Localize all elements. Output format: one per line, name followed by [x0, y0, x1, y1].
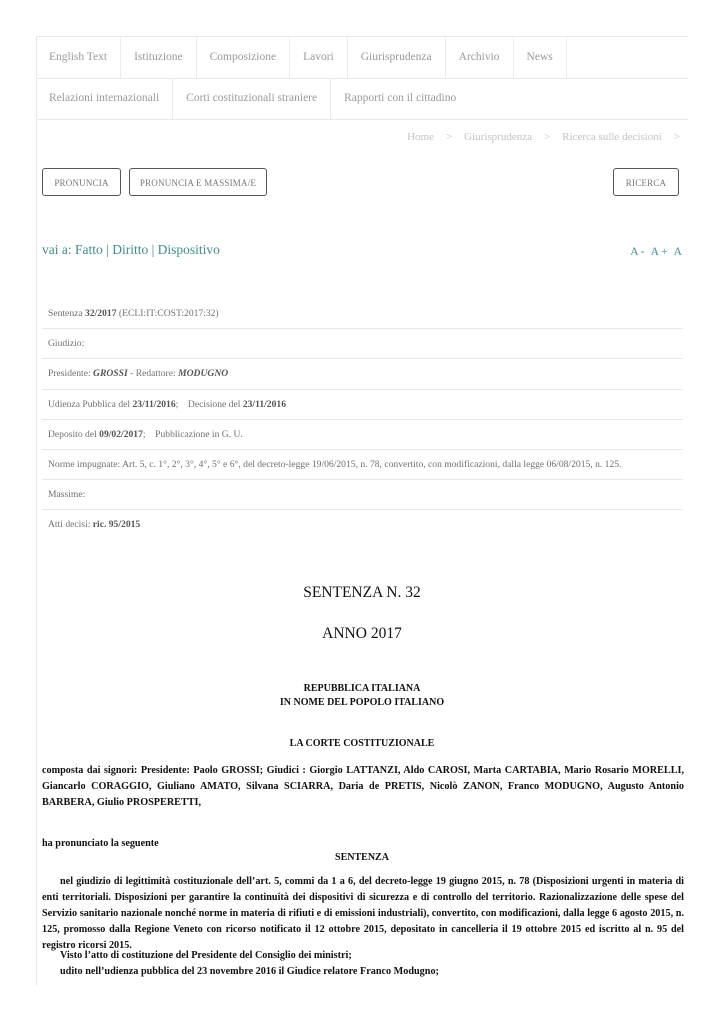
breadcrumb-ricerca[interactable]: Ricerca sulle decisioni: [562, 131, 662, 143]
decision-metadata: [42, 299, 683, 540]
pronunciato-line: ha pronunciato la seguente: [42, 838, 159, 849]
jump-dispositivo-link[interactable]: Dispositivo: [157, 242, 220, 257]
jump-to-links: [42, 242, 220, 258]
page-frame: [36, 36, 37, 986]
nav-english-text[interactable]: English Text: [36, 37, 121, 78]
meta-udienza-label: Udienza Pubblica del: [48, 398, 131, 410]
meta-decisione-value: 23/11/2016: [242, 398, 286, 410]
breadcrumb-home[interactable]: Home: [407, 131, 434, 143]
nav-lavori[interactable]: Lavori: [290, 37, 348, 78]
meta-norme-row: [42, 450, 683, 480]
corte-heading: LA CORTE COSTITUZIONALE: [289, 738, 435, 749]
meta-ecli: (ECLI:IT:COST:2017:32): [118, 308, 219, 319]
sentenza-heading: SENTENZA: [335, 852, 389, 863]
pronuncia-button[interactable]: PRONUNCIA: [42, 168, 121, 196]
meta-massime-label: Massime:: [48, 489, 86, 501]
nav-relazioni-internazionali[interactable]: Relazioni internazionali: [36, 78, 173, 119]
jump-fatto-link[interactable]: Fatto: [75, 242, 103, 257]
repubblica-heading: REPUBBLICA ITALIANA: [303, 683, 421, 694]
meta-udienza-value: 23/11/2016: [132, 398, 176, 410]
nav-giurisprudenza[interactable]: Giurisprudenza: [348, 37, 446, 78]
nav-istituzione[interactable]: Istituzione: [121, 37, 197, 78]
meta-giudizio-label: Giudizio:: [48, 338, 85, 350]
meta-massime-row: [42, 480, 683, 510]
nav-composizione[interactable]: Composizione: [197, 37, 290, 78]
meta-atti-label: Atti decisi:: [48, 519, 91, 531]
meta-sentenza-label: Sentenza: [48, 308, 83, 319]
breadcrumb-separator: >: [445, 131, 453, 143]
meta-deposito-value: 09/02/2017: [99, 428, 143, 440]
meta-decisione-label: Decisione del: [187, 398, 241, 410]
meta-redattore-label: - Redattore:: [127, 368, 176, 380]
font-size-controls[interactable]: A- A+ A: [630, 246, 684, 258]
meta-sentenza-value: 32/2017: [85, 308, 117, 319]
breadcrumb: [407, 131, 680, 143]
secondary-nav: [36, 78, 688, 120]
meta-pubblicazione-label: Pubblicazione in G. U.: [155, 428, 243, 440]
main-nav: [36, 36, 688, 79]
breadcrumb-separator: >: [673, 131, 680, 143]
sentenza-number-heading: SENTENZA N. 32: [303, 584, 421, 601]
jump-separator: |: [106, 242, 109, 257]
visto-line: Visto l’atto di costituzione del Presidente del Consiglio dei ministri;: [60, 950, 352, 961]
breadcrumb-giurisprudenza[interactable]: Giurisprudenza: [464, 131, 532, 143]
udito-line: udito nell’udienza pubblica del 23 novembre 2016 il Giudice relatore Franco Modugno;: [60, 966, 439, 977]
meta-sentenza-row: [42, 299, 683, 329]
ricerca-button[interactable]: RICERCA: [613, 168, 679, 196]
meta-presidente-row: [42, 359, 683, 389]
nav-corti-costituzionali-straniere[interactable]: Corti costituzionali straniere: [173, 78, 331, 119]
meta-deposito-label: Deposito del: [48, 428, 97, 440]
jump-diritto-link[interactable]: Diritto: [112, 242, 149, 257]
nav-rapporti-cittadino[interactable]: Rapporti con il cittadino: [344, 92, 457, 104]
jump-to-label: vai a:: [42, 242, 72, 257]
nav-news[interactable]: News: [514, 37, 567, 78]
composizione-paragraph: composta dai signori: Presidente: Paolo GROSSI; Giudici : Giorgio LATTANZI, Aldo CAROSI, Marta CARTABIA, Mario Rosario MORELLI, Giancarlo CORAGGIO, Giuliano AMATO, Silvana SCIARRA, Daria de PRETIS, Nicolò ZANON, Franco MODUGNO, Augusto Antonio BARBERA, Giulio PROSPERETTI,: [42, 765, 684, 808]
meta-presidente-label: Presidente:: [48, 368, 91, 380]
nome-popolo-heading: IN NOME DEL POPOLO ITALIANO: [279, 697, 445, 708]
meta-norme: Norme impugnate: Art. 5, c. 1°, 2°, 3°, 4°, 5° e 6°, del decreto-legge 19/06/2015, n. 78, convertito, con modificazioni, dalla legge 06/08/2015, n. 125.: [48, 458, 622, 470]
anno-heading: ANNO 2017: [322, 625, 402, 642]
pronuncia-massime-button[interactable]: PRONUNCIA E MASSIMA/E: [129, 168, 267, 196]
meta-atti-row: [42, 510, 683, 539]
meta-redattore-value: MODUGNO: [178, 368, 229, 380]
meta-giudizio-row: [42, 329, 683, 359]
breadcrumb-separator: >: [543, 131, 551, 143]
meta-deposito-row: Deposito del 09/02/2017; Pubblicazione in G. U.: [42, 420, 683, 450]
meta-atti-value[interactable]: ric. 95/2015: [92, 519, 141, 531]
meta-udienza-row: Udienza Pubblica del 23/11/2016; Decisione del 23/11/2016: [42, 390, 683, 420]
meta-presidente-value: GROSSI: [93, 368, 128, 380]
giudizio-paragraph: nel giudizio di legittimità costituzionale dell’art. 5, commi da 1 a 6, del decreto-legge 19 giugno 2015, n. 78 (Disposizioni urgenti in materia di enti territoriali. Disposizioni per garantire la continuità dei dispositivi di sicurezza e di controllo del territorio. Razionalizzazione delle spese del Servizio sanitario nazionale nonché norme in materia di rifiuti e di emissioni industriali), convertito, con modificazioni, dalla legge 6 agosto 2015, n. 125, promosso dalla Regione Veneto con ricorso notificato il 12 ottobre 2015, depositato in cancelleria il 19 ottobre 2015 ed iscritto al n. 95 del registro ricorsi 2015.: [42, 876, 684, 951]
jump-separator: |: [151, 242, 155, 257]
nav-archivio[interactable]: Archivio: [446, 37, 514, 78]
